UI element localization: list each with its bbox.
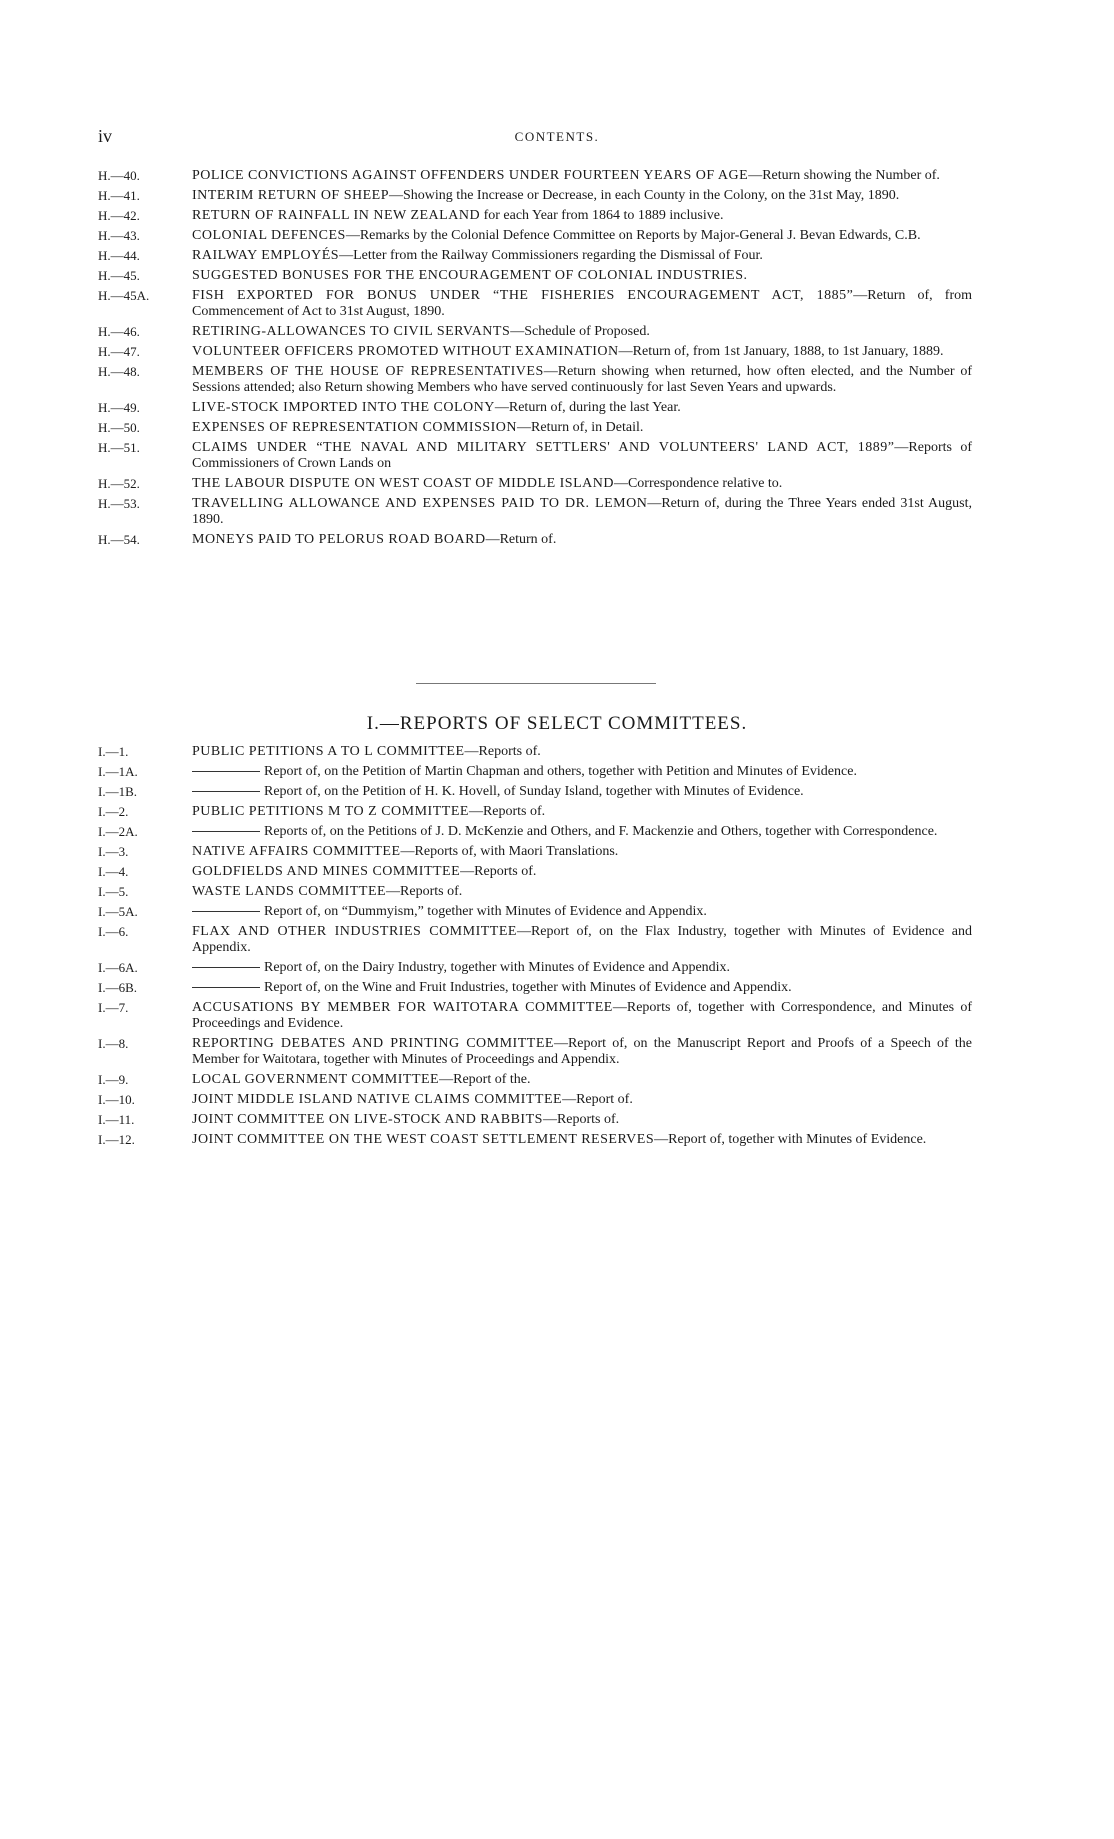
contents-entry	[0, 496, 1114, 528]
entry-title: RAILWAY EMPLOYÉS	[192, 248, 340, 263]
section-h-list	[0, 168, 1114, 552]
entry-text: —Return showing when returned, how often elected, and the Number of Sessions attended; also Return showing Members who have served continuously for last Seven Years and upwards.	[192, 364, 972, 395]
entry-description	[192, 764, 972, 780]
entry-code: I.—5A.	[98, 904, 138, 919]
entry-description	[192, 824, 972, 840]
entry-text: Report of, on the Petition of Martin Chapman and others, together with Petition and Minutes of Evidence.	[264, 764, 857, 779]
contents-entry	[0, 904, 1114, 920]
entry-text: —Remarks by the Colonial Defence Committee on Reports by Major-General J. Bevan Edwards, C.B.	[345, 228, 921, 243]
entry-code: I.—6B.	[98, 980, 137, 995]
entry-description	[192, 268, 972, 284]
entry-title: FISH EXPORTED FOR BONUS UNDER “THE FISHERIES ENCOURAGEMENT ACT, 1885”	[192, 288, 854, 303]
page-header	[0, 126, 1114, 150]
entry-code: H.—43.	[98, 228, 140, 243]
entry-title: PUBLIC PETITIONS A TO L COMMITTEE	[192, 744, 465, 759]
contents-entry	[0, 744, 1114, 760]
entry-code: H.—53.	[98, 496, 140, 511]
contents-entry	[0, 268, 1114, 284]
entry-code: H.—54.	[98, 532, 140, 547]
entry-code: H.—40.	[98, 168, 140, 183]
entry-code: I.—4.	[98, 864, 129, 879]
entry-text: —Reports of, with Maori Translations.	[400, 844, 619, 859]
ditto-rule	[192, 911, 260, 912]
contents-entry	[0, 1092, 1114, 1108]
entry-text: —Return of, during the Three Years ended 31st August, 1890.	[192, 496, 972, 527]
running-title: CONTENTS.	[514, 129, 600, 144]
entry-code: H.—41.	[98, 188, 140, 203]
entry-code: I.—6A.	[98, 960, 138, 975]
entry-description	[192, 228, 972, 244]
entry-text: —Return of, from Commencement of Act to 31st August, 1890.	[192, 288, 972, 319]
entry-text: Report of, on the Wine and Fruit Industries, together with Minutes of Evidence and Appendix.	[264, 980, 792, 995]
entry-title: INTERIM RETURN OF SHEEP	[192, 188, 390, 203]
entry-text: Report of, on “Dummyism,” together with Minutes of Evidence and Appendix.	[264, 904, 707, 919]
entry-title: TRAVELLING ALLOWANCE AND EXPENSES PAID TO DR. LEMON	[192, 496, 648, 511]
entry-text: —Report of.	[562, 1092, 633, 1107]
entry-description	[192, 344, 972, 360]
entry-code: H.—52.	[98, 476, 140, 491]
entry-code: H.—45.	[98, 268, 140, 283]
contents-entry	[0, 844, 1114, 860]
entry-code: H.—50.	[98, 420, 140, 435]
entry-description	[192, 400, 972, 416]
ditto-rule	[192, 967, 260, 968]
entry-description	[192, 168, 972, 184]
entry-title: COLONIAL DEFENCES	[192, 228, 346, 243]
entry-title: EXPENSES OF REPRESENTATION COMMISSION	[192, 420, 518, 435]
contents-entry	[0, 824, 1114, 840]
entry-description	[192, 884, 972, 900]
entry-code: I.—11.	[98, 1112, 135, 1127]
entry-description	[192, 904, 972, 920]
contents-entry	[0, 1112, 1114, 1128]
contents-entry	[0, 228, 1114, 244]
entry-title: RETURN OF RAINFALL IN NEW ZEALAND	[192, 208, 481, 223]
contents-entry	[0, 864, 1114, 880]
entry-text: —Correspondence relative to.	[613, 476, 783, 491]
entry-description	[192, 476, 972, 492]
contents-entry	[0, 344, 1114, 360]
contents-entry	[0, 980, 1114, 996]
contents-entry	[0, 420, 1114, 436]
entry-description	[192, 784, 972, 800]
entry-code: I.—2.	[98, 804, 129, 819]
entry-text: —Letter from the Railway Commissioners regarding the Dismissal of Four.	[339, 248, 763, 263]
entry-text: Report of, on the Dairy Industry, together with Minutes of Evidence and Appendix.	[264, 960, 731, 975]
entry-title: JOINT COMMITTEE ON LIVE-STOCK AND RABBITS	[192, 1112, 543, 1127]
entry-text: —Showing the Increase or Decrease, in each County in the Colony, on the 31st May, 1890.	[389, 188, 900, 203]
contents-entry	[0, 884, 1114, 900]
entry-description	[192, 496, 972, 528]
entry-text: —Schedule of Proposed.	[510, 324, 650, 339]
entry-description	[192, 532, 972, 548]
entry-text: —Reports of, together with Correspondence, and Minutes of Proceedings and Evidence.	[192, 1000, 972, 1031]
contents-entry	[0, 364, 1114, 396]
contents-entry	[0, 440, 1114, 472]
entry-title: MEMBERS OF THE HOUSE OF REPRESENTATIVES	[192, 364, 544, 379]
entry-text: —Reports of.	[464, 744, 541, 759]
contents-entry	[0, 248, 1114, 264]
entry-code: I.—2A.	[98, 824, 138, 839]
contents-entry	[0, 208, 1114, 224]
entry-text: —Reports of.	[542, 1112, 620, 1127]
entry-code: I.—1A.	[98, 764, 138, 779]
entry-code: I.—12.	[98, 1132, 135, 1147]
contents-entry	[0, 324, 1114, 340]
contents-entry	[0, 1000, 1114, 1032]
entry-text: —Reports of.	[460, 864, 537, 879]
entry-title: VOLUNTEER OFFICERS PROMOTED WITHOUT EXAMINATION	[192, 344, 619, 359]
ditto-rule	[192, 831, 260, 832]
entry-title: FLAX AND OTHER INDUSTRIES COMMITTEE	[192, 924, 517, 939]
contents-entry	[0, 288, 1114, 320]
entry-text: —Report of, together with Minutes of Evidence.	[654, 1132, 927, 1147]
entry-code: I.—9.	[98, 1072, 129, 1087]
entry-text: for each Year from 1864 to 1889 inclusive.	[480, 208, 724, 223]
entry-code: H.—42.	[98, 208, 140, 223]
entry-description	[192, 288, 972, 320]
entry-text: —Return of, from 1st January, 1888, to 1st January, 1889.	[618, 344, 944, 359]
entry-description	[192, 804, 972, 820]
section-divider	[416, 683, 656, 684]
entry-title: SUGGESTED BONUSES FOR THE ENCOURAGEMENT OF COLONIAL INDUSTRIES.	[192, 268, 748, 283]
entry-description	[192, 188, 972, 204]
entry-title: ACCUSATIONS BY MEMBER FOR WAITOTARA COMMITTEE	[192, 1000, 613, 1015]
entry-code: I.—5.	[98, 884, 129, 899]
entry-title: JOINT COMMITTEE ON THE WEST COAST SETTLEMENT RESERVES	[192, 1132, 655, 1147]
entry-code: H.—48.	[98, 364, 140, 379]
entry-text: —Return of, during the last Year.	[494, 400, 681, 415]
entry-code: I.—8.	[98, 1036, 129, 1051]
entry-code: I.—6.	[98, 924, 129, 939]
entry-text: —Report of, on the Flax Industry, together with Minutes of Evidence and Appendix.	[192, 924, 972, 955]
entry-title: NATIVE AFFAIRS COMMITTEE	[192, 844, 401, 859]
entry-title: THE LABOUR DISPUTE ON WEST COAST OF MIDDLE ISLAND	[192, 476, 614, 491]
entry-description	[192, 1036, 972, 1068]
contents-entry	[0, 1072, 1114, 1088]
entry-code: I.—1.	[98, 744, 129, 759]
entry-text: —Return of, in Detail.	[517, 420, 644, 435]
contents-entry	[0, 804, 1114, 820]
entry-title: LOCAL GOVERNMENT COMMITTEE	[192, 1072, 440, 1087]
entry-description	[192, 844, 972, 860]
ditto-rule	[192, 987, 260, 988]
entry-text: Report of, on the Petition of H. K. Hovell, of Sunday Island, together with Minutes of Evidence.	[264, 784, 804, 799]
contents-entry	[0, 1036, 1114, 1068]
ditto-rule	[192, 791, 260, 792]
contents-entry	[0, 784, 1114, 800]
contents-entry	[0, 476, 1114, 492]
entry-description	[192, 1112, 972, 1128]
entry-description	[192, 1000, 972, 1032]
entry-description	[192, 1072, 972, 1088]
entry-description	[192, 248, 972, 264]
entry-code: H.—44.	[98, 248, 140, 263]
entry-description	[192, 364, 972, 396]
contents-entry	[0, 400, 1114, 416]
entry-code: I.—3.	[98, 844, 129, 859]
section-i-list	[0, 744, 1114, 1152]
ditto-rule	[192, 771, 260, 772]
entry-description	[192, 980, 972, 996]
contents-entry	[0, 168, 1114, 184]
entry-title: PUBLIC PETITIONS M TO Z COMMITTEE	[192, 804, 469, 819]
contents-entry	[0, 764, 1114, 780]
entry-text: —Report of the.	[439, 1072, 531, 1087]
entry-title: WASTE LANDS COMMITTEE	[192, 884, 387, 899]
entry-description	[192, 1092, 972, 1108]
entry-title: JOINT MIDDLE ISLAND NATIVE CLAIMS COMMITTEE	[192, 1092, 563, 1107]
entry-text: —Reports of Commissioners of Crown Lands on	[192, 440, 972, 471]
entry-title: GOLDFIELDS AND MINES COMMITTEE	[192, 864, 461, 879]
entry-code: I.—7.	[98, 1000, 129, 1015]
entry-title: RETIRING-ALLOWANCES TO CIVIL SERVANTS	[192, 324, 511, 339]
entry-text: —Return showing the Number of.	[748, 168, 940, 183]
entry-description	[192, 324, 972, 340]
entry-code: I.—1B.	[98, 784, 137, 799]
entry-description	[192, 960, 972, 976]
entry-text: —Report of, on the Manuscript Report and Proofs of a Speech of the Member for Waitotara, together with Minutes of Proceedings and Appendix.	[192, 1036, 972, 1067]
entry-title: REPORTING DEBATES AND PRINTING COMMITTEE	[192, 1036, 554, 1051]
entry-text: —Return of.	[485, 532, 557, 547]
entry-description	[192, 440, 972, 472]
entry-text: Reports of, on the Petitions of J. D. McKenzie and Others, and F. Mackenzie and Others, together with Correspondence.	[264, 824, 938, 839]
section-i-heading: I.—REPORTS OF SELECT COMMITTEES.	[366, 713, 748, 734]
entry-description	[192, 924, 972, 956]
contents-entry	[0, 188, 1114, 204]
entry-description	[192, 744, 972, 760]
entry-code: I.—10.	[98, 1092, 135, 1107]
entry-text: —Reports of.	[468, 804, 546, 819]
entry-description	[192, 208, 972, 224]
entry-title: POLICE CONVICTIONS AGAINST OFFENDERS UNDER FOURTEEN YEARS OF AGE	[192, 168, 749, 183]
entry-code: H.—51.	[98, 440, 140, 455]
entry-description	[192, 864, 972, 880]
entry-title: MONEYS PAID TO PELORUS ROAD BOARD	[192, 532, 486, 547]
contents-entry	[0, 960, 1114, 976]
entry-description	[192, 420, 972, 436]
contents-entry	[0, 924, 1114, 956]
contents-entry	[0, 532, 1114, 548]
entry-text: —Reports of.	[386, 884, 463, 899]
entry-description	[192, 1132, 972, 1148]
page-number: iv	[98, 126, 113, 146]
contents-entry	[0, 1132, 1114, 1148]
entry-code: H.—45A.	[98, 288, 150, 303]
entry-title: LIVE-STOCK IMPORTED INTO THE COLONY	[192, 400, 495, 415]
entry-code: H.—49.	[98, 400, 140, 415]
entry-code: H.—46.	[98, 324, 140, 339]
entry-code: H.—47.	[98, 344, 140, 359]
entry-title: CLAIMS UNDER “THE NAVAL AND MILITARY SETTLERS' AND VOLUNTEERS' LAND ACT, 1889”	[192, 440, 895, 455]
